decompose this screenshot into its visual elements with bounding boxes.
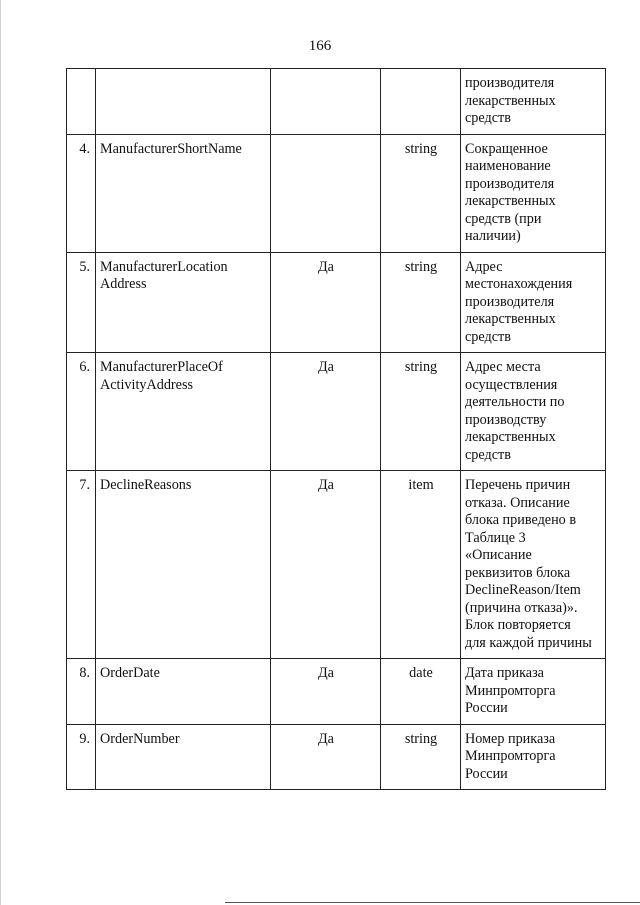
field-description-line: наличии) <box>465 228 521 244</box>
field-name <box>96 724 271 790</box>
field-name-line: DeclineReasons <box>100 477 192 493</box>
required-flag: Да <box>271 252 381 353</box>
field-type: string <box>381 353 461 471</box>
field-description <box>461 69 606 135</box>
field-description-line: Минпромторга <box>465 682 556 699</box>
field-description-line: средств <box>465 446 511 463</box>
field-name-line: ActivityAddress <box>100 376 193 393</box>
row-number: 6. <box>67 353 96 471</box>
field-description-line: отказа. Описание <box>465 494 570 511</box>
field-type: date <box>381 659 461 725</box>
field-name <box>96 134 271 252</box>
field-description-line: лекарственных <box>465 193 556 209</box>
field-description-line: блока приведено в <box>465 512 577 528</box>
field-description-line: лекарственных <box>465 429 556 445</box>
field-description-line: Минпромторга <box>465 748 556 764</box>
scan-edge <box>0 0 1 905</box>
row-number <box>67 69 96 135</box>
field-name <box>96 252 271 353</box>
field-type: string <box>381 724 461 790</box>
table-row <box>67 252 606 353</box>
table-row <box>67 659 606 725</box>
field-description-line: лекарственных <box>465 92 556 109</box>
row-number: 5. <box>67 252 96 353</box>
field-description-line: средств <box>465 328 511 345</box>
field-description-line: Сокращенное <box>465 140 548 157</box>
field-description-line: наименование <box>465 158 551 174</box>
field-description-line: осуществления <box>465 376 558 393</box>
field-name-line: OrderNumber <box>100 730 180 747</box>
field-description-line: «Описание <box>465 547 532 563</box>
field-description-line: (причина отказа)». <box>465 599 578 616</box>
field-name-line: ManufacturerLocation <box>100 258 228 275</box>
table-row <box>67 353 606 471</box>
field-description-line: производству <box>465 411 547 428</box>
field-type <box>381 69 461 135</box>
page-number: 166 <box>308 38 332 54</box>
field-name <box>96 69 271 135</box>
field-name-line: Address <box>100 276 147 292</box>
field-type: string <box>381 134 461 252</box>
field-description <box>461 724 606 790</box>
field-description-line: России <box>465 700 508 716</box>
field-description-line: производителя <box>465 175 555 192</box>
field-description-line: Адрес места <box>465 359 541 375</box>
required-flag: Да <box>271 353 381 471</box>
table-row <box>67 724 606 790</box>
field-description-line: деятельности по <box>465 394 565 410</box>
field-description-line: реквизитов блока <box>465 564 571 581</box>
table-body <box>67 69 606 790</box>
field-description-line: производителя <box>465 75 555 91</box>
field-description-line: средств <box>465 110 511 126</box>
required-flag <box>271 134 381 252</box>
field-type: item <box>381 471 461 659</box>
row-number: 7. <box>67 471 96 659</box>
field-description <box>461 471 606 659</box>
field-description-line: России <box>465 765 508 782</box>
field-name <box>96 353 271 471</box>
fields-table <box>66 68 606 790</box>
required-flag: Да <box>271 471 381 659</box>
required-flag <box>271 69 381 135</box>
table-row <box>67 134 606 252</box>
required-flag: Да <box>271 724 381 790</box>
field-description <box>461 134 606 252</box>
row-number: 8. <box>67 659 96 725</box>
field-name-line: ManufacturerShortName <box>100 140 242 157</box>
field-description <box>461 252 606 353</box>
field-description-line: Таблице 3 <box>465 529 526 546</box>
row-number: 4. <box>67 134 96 252</box>
field-description-line: для каждой причины <box>465 634 592 651</box>
table-row <box>67 471 606 659</box>
field-description-line: местонахождения <box>465 276 573 292</box>
field-name-line: ManufacturerPlaceOf <box>100 359 223 375</box>
field-description-line: DeclineReason/Item <box>465 582 581 598</box>
field-description <box>461 353 606 471</box>
field-type: string <box>381 252 461 353</box>
field-name-line: OrderDate <box>100 665 160 681</box>
field-description-line: средств (при <box>465 210 542 227</box>
row-number: 9. <box>67 724 96 790</box>
field-description-line: Перечень причин <box>465 477 571 493</box>
bottom-rule <box>225 902 640 903</box>
field-name <box>96 659 271 725</box>
field-name <box>96 471 271 659</box>
field-description-line: производителя <box>465 293 555 310</box>
field-description-line: Дата приказа <box>465 665 544 681</box>
field-description <box>461 659 606 725</box>
table-row <box>67 69 606 135</box>
field-description-line: Адрес <box>465 258 503 275</box>
field-description-line: лекарственных <box>465 311 556 327</box>
required-flag: Да <box>271 659 381 725</box>
field-description-line: Номер приказа <box>465 730 556 747</box>
field-description-line: Блок повторяется <box>465 617 571 633</box>
